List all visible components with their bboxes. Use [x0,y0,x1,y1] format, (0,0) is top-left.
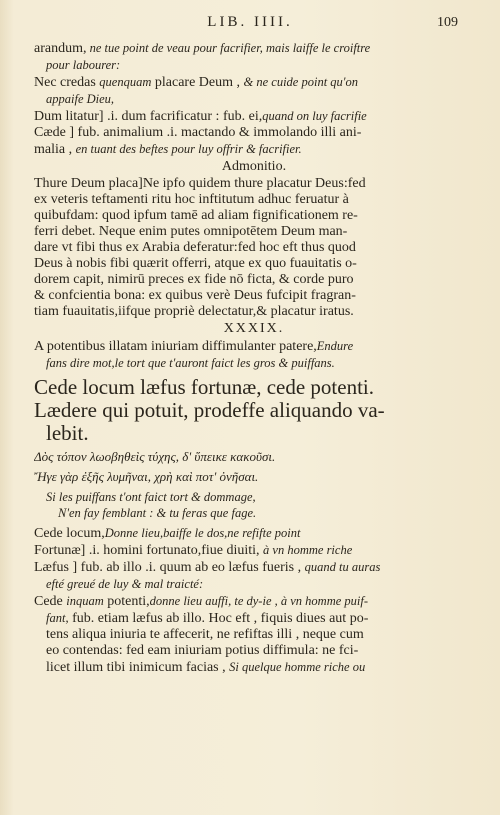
text-line [34,40,474,57]
french-gloss: donne lieu auffi, te dy-ie , à vn homme puif- [149,594,369,608]
french-gloss: efté greué de luy & mal traicté: [46,577,204,591]
main-text [34,40,474,676]
page-header [0,10,500,34]
admonitio-heading: Admonitio. [221,159,287,174]
admonitio-paragraph [34,176,474,320]
french-gloss: Si quelque homme riche ou [229,660,366,674]
latin-text: eo contendas: fed eam iniuriam potius diffimula: ne fci- [46,643,359,658]
latin-text: Dum litatur] .i. dum facrificatur : fub. ei, [34,109,263,124]
french-verse-line: Si les puiffans t'ont faict tort & dommage, [46,490,256,504]
latin-text: Fortunæ] .i. homini fortunato,fiue diuiti, [34,543,264,558]
french-gloss: Donne lieu,baiffe le dos,ne refifte point [104,526,301,540]
text-line: Thure Deum placa]Ne ipfo quidem thure placatur Deus:fed [34,176,366,191]
text-line: & confcientia bona: ex quibus verè Deus fufcipit fragran- [34,288,356,303]
french-gloss: ne tue point de veau pour facrifier, mais laiffe le croiftre [86,41,371,55]
argument-line [34,355,474,372]
latin-text: Læfus ] fub. ab illo .i. quum ab eo læfus fueris , [34,560,305,575]
latin-text: malia , [34,142,76,157]
latin-text: placare Deum , [151,75,244,90]
italic-word: inquam [66,594,104,608]
french-gloss: fans dire mot,le tort que t'auront faict les gros & puiffans. [46,356,335,370]
verse-line: Cede locum læfus fortunæ, cede potenti. [34,376,375,399]
text-line [34,108,474,125]
latin-text: Cede locum, [34,526,105,541]
french-gloss: en tuant des beftes pour luy offrir & facrifier. [75,142,302,156]
page-number: 109 [437,15,458,30]
commentary-line [34,525,474,542]
french-gloss: & ne cuide point qu'on [243,75,358,89]
commentary-line [34,643,474,659]
latin-text: arandum, [34,41,87,56]
french-gloss: pour labourer: [46,58,121,72]
italic-word: quenquam [99,75,152,89]
latin-text: Nec credas [34,75,100,90]
text-line: tiam fuauitatis,iifque propriè delectatur,& placatur iratus. [34,304,354,319]
verse-line: lebit. [46,422,89,445]
text-line: ferri debet. Neque enim putes omnipotētem Deum man- [34,224,348,239]
greek-line: Ἤγε γὰρ ἐξῆς λυμῆναι, χρὴ καὶ ποτ' ὀνῆσαι. [34,469,259,484]
text-line: quibufdam: quod ipfum tamē ad aliam fignificationem re- [34,208,358,223]
text-line: Deus à nobis fibi quærit offerri, atque ex quo fuauitatis o- [34,256,357,271]
distich [34,376,474,445]
text-line [34,141,474,158]
french-verse-line: N'en fay femblant : & tu feras que fage. [58,506,257,520]
latin-text: Cæde ] fub. animalium .i. mactando & immolando illi ani- [34,125,362,140]
running-head: LIB. IIII. [207,14,293,30]
latin-text: A potentibus illatam iniuriam diffimulanter patere, [34,339,317,354]
commentary-line [34,576,474,593]
latin-text: tens aliqua iniuria te affecerit, ne refiftas illi , neque cum [46,627,364,642]
latin-text: licet illum tibi inimicum facias , [46,660,230,675]
greek-line: Δὸς τόπον λωοβηθεὶς τύχης, δ' ὕπεικε κακοῦσι. [34,449,276,464]
text-line: dare vt fibi thus ex Arabia deferatur:fed hoc eft thus quod [34,240,356,255]
verse-line: Lædere qui potuit, prodeffe aliquando va- [34,399,385,422]
commentary-line [34,627,474,643]
text-line: dorem capit, nimirū preces ex fide nō ficta, & corde puro [34,272,354,287]
french-gloss: Endure [316,339,354,353]
french-gloss: quand tu auras [304,560,381,574]
text-line [34,125,474,141]
commentary-line [34,593,474,610]
french-gloss: appaife Dieu, [46,92,115,106]
latin-text: Cede [34,594,67,609]
chapter-number: XXXIX. [223,321,285,336]
french-gloss: à vn homme riche [263,543,353,557]
french-gloss: quand on luy facrifie [262,109,367,123]
latin-text: fub. etiam læfus ab illo. Hoc eft , fiquis diues aut po- [68,611,369,626]
text-line [34,57,474,74]
commentary-line [34,610,474,627]
text-line [34,74,474,91]
argument-line [34,338,474,355]
latin-text: potenti, [103,594,150,609]
commentary-line [34,559,474,576]
commentary-line [34,542,474,559]
french-gloss: fant, [46,611,69,625]
commentary-line [34,659,474,676]
text-line [34,91,474,108]
text-line: ex veteris teftamenti ritu hoc inftitutum adhuc feruatur à [34,192,349,207]
